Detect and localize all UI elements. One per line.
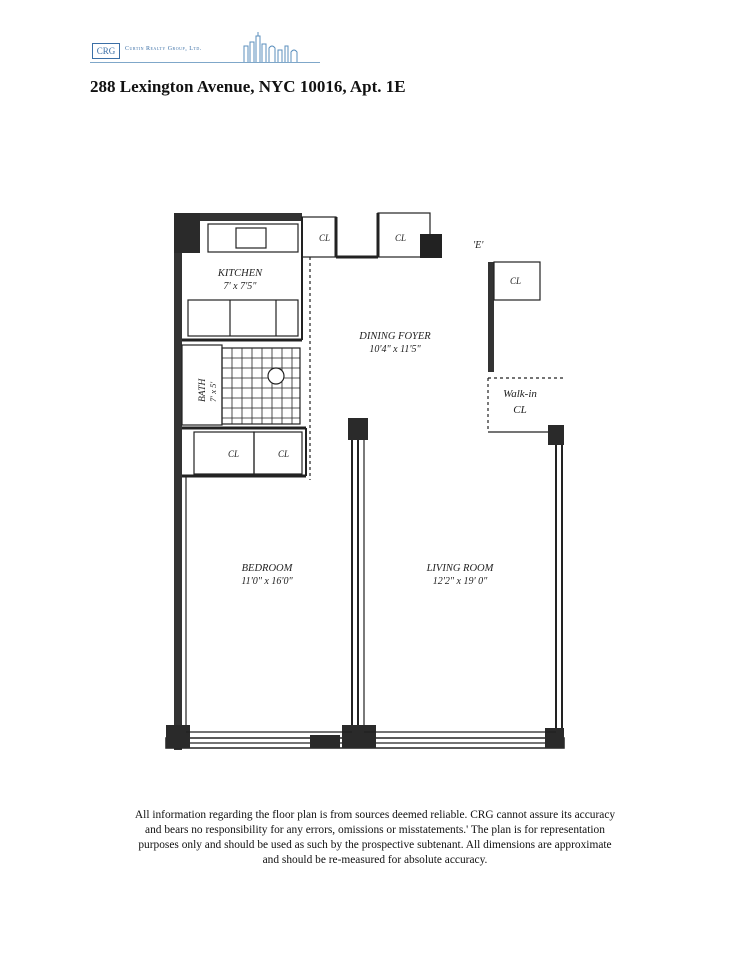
logo-abbr: CRG	[92, 43, 120, 59]
walk-in-closet-line1: Walk-in	[503, 388, 537, 400]
bath-tile-area	[222, 348, 300, 424]
column-top	[420, 234, 442, 258]
kitchen-counter-bottom	[188, 300, 298, 336]
bath-toilet	[268, 368, 284, 384]
closet-right-label: CL	[510, 276, 522, 286]
dining-foyer-dims: 10'4" x 11'5"	[369, 344, 421, 355]
closet-bedroom-2-label: CL	[278, 449, 290, 459]
disclaimer-line: All information regarding the floor plan is from sources deemed reliable. CRG cannot assure its accuracy	[134, 809, 616, 821]
closet-top-left-label: CL	[319, 233, 331, 243]
disclaimer	[80, 808, 670, 868]
property-address: 288 Lexington Avenue, NYC 10016, Apt. 1E	[90, 77, 406, 96]
kitchen-name: KITCHEN	[217, 268, 263, 279]
kitchen-sink	[236, 228, 266, 248]
closet-top-middle-label: CL	[395, 233, 407, 243]
bath-dims: 7' x 5'	[208, 381, 218, 402]
disclaimer-line: purposes only and should be used as such by the prospective subtenant. All dimensions are approximate	[138, 839, 612, 851]
bedroom-name: BEDROOM	[241, 563, 293, 574]
bedroom-dims: 11'0" x 16'0"	[241, 576, 293, 587]
closet-bedroom-1-label: CL	[228, 449, 240, 459]
living-room-dims: 12'2" x 19' 0"	[432, 576, 488, 587]
dining-foyer-name: DINING FOYER	[359, 331, 431, 342]
living-room-name: LIVING ROOM	[426, 563, 494, 574]
disclaimer-line: and bears no responsibility for any errors, omissions or misstatements.' The plan is for representation	[145, 824, 605, 836]
wall-left	[174, 213, 182, 750]
walk-in-closet-line2: CL	[513, 404, 527, 416]
unit-marker: 'E'	[473, 240, 484, 251]
logo-company-name: Curtin Realty Group, Ltd.	[125, 46, 202, 52]
bath-name: BATH	[198, 378, 208, 402]
closet-bedroom-1	[194, 432, 254, 474]
disclaimer-line: and should be re-measured for absolute accuracy.	[262, 854, 488, 866]
kitchen-dims: 7' x 7'5"	[223, 281, 257, 292]
kitchen-corner-block	[174, 213, 200, 253]
